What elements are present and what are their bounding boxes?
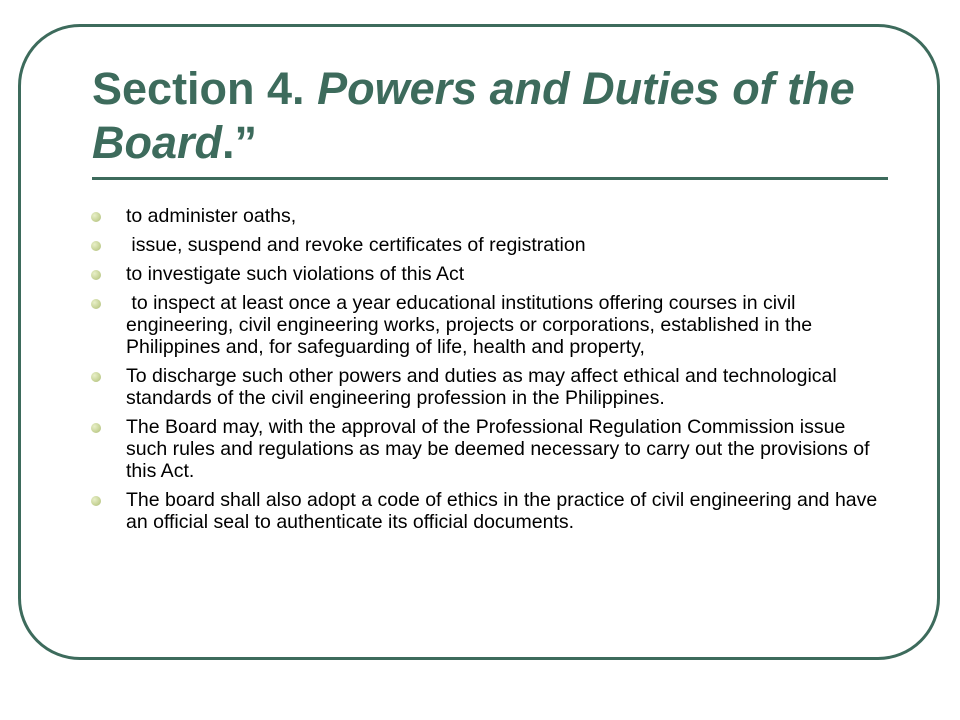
list-item [90, 234, 880, 256]
bullet-list [90, 205, 880, 540]
list-item [90, 205, 880, 227]
bullet-text: The Board may, with the approval of the Professional Regulation Commission issue such rules and regulations as may be deemed necessary to carry out the provisions of this Act. [126, 416, 870, 482]
list-item [90, 416, 880, 482]
bullet-text: to administer oaths, [126, 205, 297, 227]
title-divider [92, 177, 888, 180]
list-item [90, 365, 880, 409]
list-item [90, 263, 880, 285]
bullet-icon [91, 212, 101, 222]
bullet-icon [91, 270, 101, 280]
list-item [90, 292, 880, 358]
slide-title [92, 62, 882, 170]
list-item [90, 489, 880, 533]
bullet-text: issue, suspend and revoke certificates of registration [126, 234, 586, 256]
bullet-text: to investigate such violations of this Act [126, 263, 465, 285]
bullet-text: The board shall also adopt a code of ethics in the practice of civil engineering and have an official seal to authenticate its official documents. [126, 489, 878, 533]
bullet-icon [91, 372, 101, 382]
bullet-icon [91, 423, 101, 433]
title-prefix: Section 4. [92, 63, 305, 114]
bullet-icon [91, 299, 101, 309]
title-suffix: .” [222, 117, 258, 168]
bullet-icon [91, 241, 101, 251]
title-italic: Powers and Duties of the Board [92, 63, 855, 168]
bullet-text: to inspect at least once a year educational institutions offering courses in civil engineering, civil engineering works, projects or corporations, established in the Philippines and, for safeguarding of life, health and property, [126, 292, 818, 358]
bullet-text: To discharge such other powers and duties as may affect ethical and technological standards of the civil engineering profession in the Philippines. [126, 365, 837, 409]
bullet-icon [91, 496, 101, 506]
